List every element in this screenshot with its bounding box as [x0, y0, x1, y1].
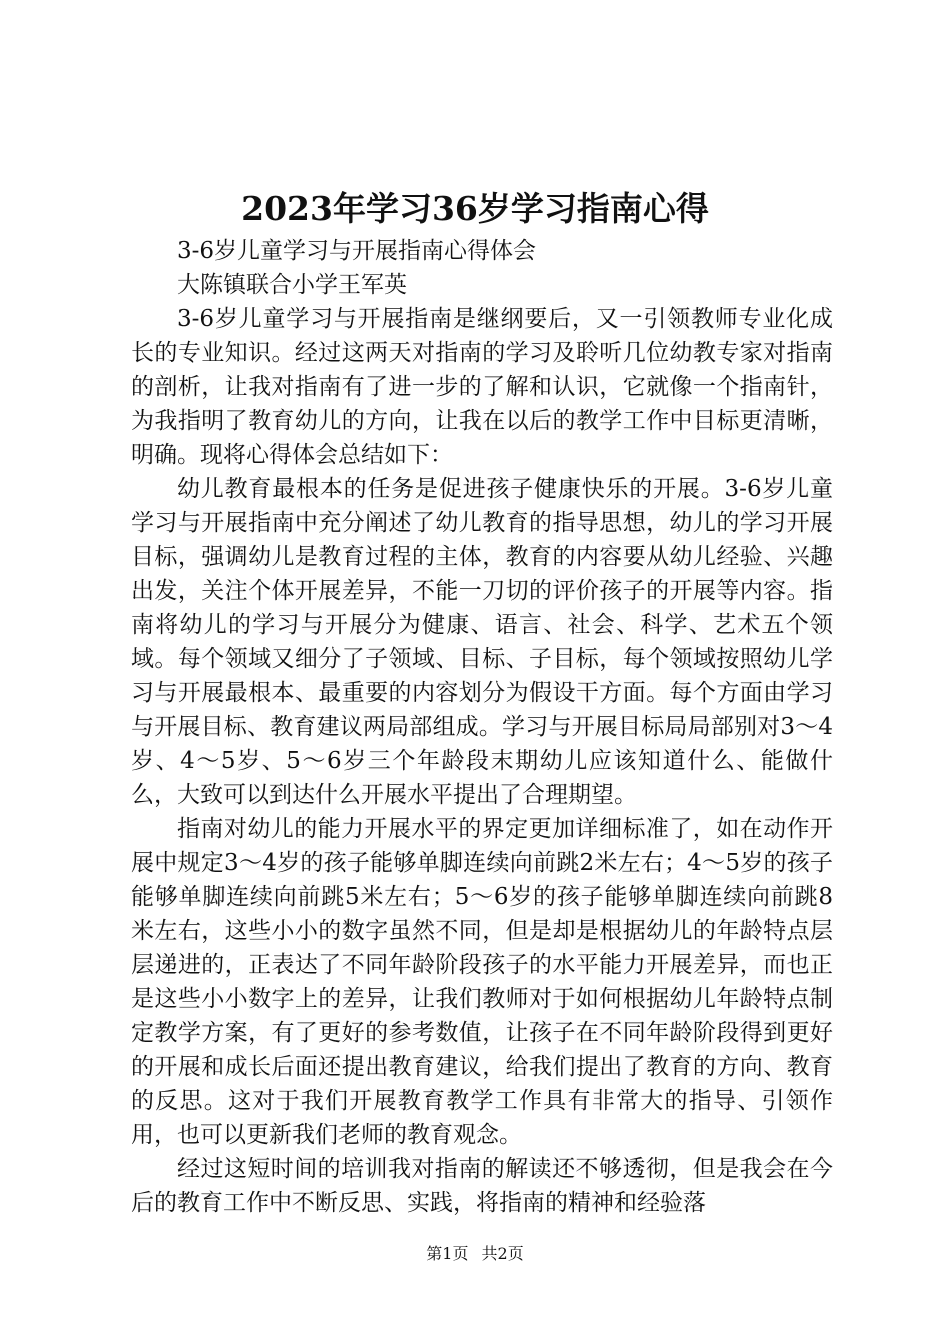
document-author: 大陈镇联合小学王军英	[177, 272, 407, 298]
paragraph-4: 经过这短时间的培训我对指南的解读还不够透彻，但是我会在今后的教育工作中不断反思、实践，将指南的精神和经验落	[131, 1156, 833, 1216]
paragraph-1: 3-6岁儿童学习与开展指南是继纲要后，又一引领教师专业化成长的专业知识。经过这两天对指南的学习及聆听几位幼教专家对指南的剖析，让我对指南有了进一步的了解和认识，它就像一个指南针，为我指明了教育幼儿的方向，让我在以后的教学工作中目标更清晰，明确。现将心得体会总结如下：	[131, 306, 833, 468]
page-number: 第1页	[426, 1244, 469, 1263]
document-title: 2023年学习36岁学习指南心得	[241, 189, 709, 228]
paragraph-3: 指南对幼儿的能力开展水平的界定更加详细标准了，如在动作开展中规定3～4岁的孩子能够单脚连续向前跳2米左右；4～5岁的孩子能够单脚连续向前跳5米左右；5～6岁的孩子能够单脚连续向前跳8米左右，这些小小的数字虽然不同，但是却是根据幼儿的年龄特点层层递进的，正表达了不同年龄阶段孩子的水平能力开展差异，而也正是这些小小数字上的差异，让我们教师对于如何根据幼儿年龄特点制定教学方案，有了更好的参考数值，让孩子在不同年龄阶段得到更好的开展和成长后面还提出教育建议，给我们提出了教育的方向、教育的反思。这对于我们开展教育教学工作具有非常大的指导、引领作用，也可以更新我们老师的教育观念。	[131, 816, 833, 1148]
page-footer	[0, 1244, 950, 1264]
document-subtitle: 3-6岁儿童学习与开展指南心得体会	[177, 238, 537, 264]
paragraph-2: 幼儿教育最根本的任务是促进孩子健康快乐的开展。3-6岁儿童学习与开展指南中充分阐述了幼儿教育的指导思想，幼儿的学习开展目标，强调幼儿是教育过程的主体，教育的内容要从幼儿经验、兴趣出发，关注个体开展差异，不能一刀切的评价孩子的开展等内容。指南将幼儿的学习与开展分为健康、语言、社会、科学、艺术五个领域。每个领域又细分了子领域、目标、子目标，每个领域按照幼儿学习与开展最根本、最重要的内容划分为假设干方面。每个方面由学习与开展目标、教育建议两局部组成。学习与开展目标局局部别对3～4岁、4～5岁、5～6岁三个年龄段末期幼儿应该知道什么、能做什么，大致可以到达什么开展水平提出了合理期望。	[131, 476, 833, 808]
page-total: 共2页	[481, 1244, 524, 1263]
document-body	[131, 234, 833, 1220]
